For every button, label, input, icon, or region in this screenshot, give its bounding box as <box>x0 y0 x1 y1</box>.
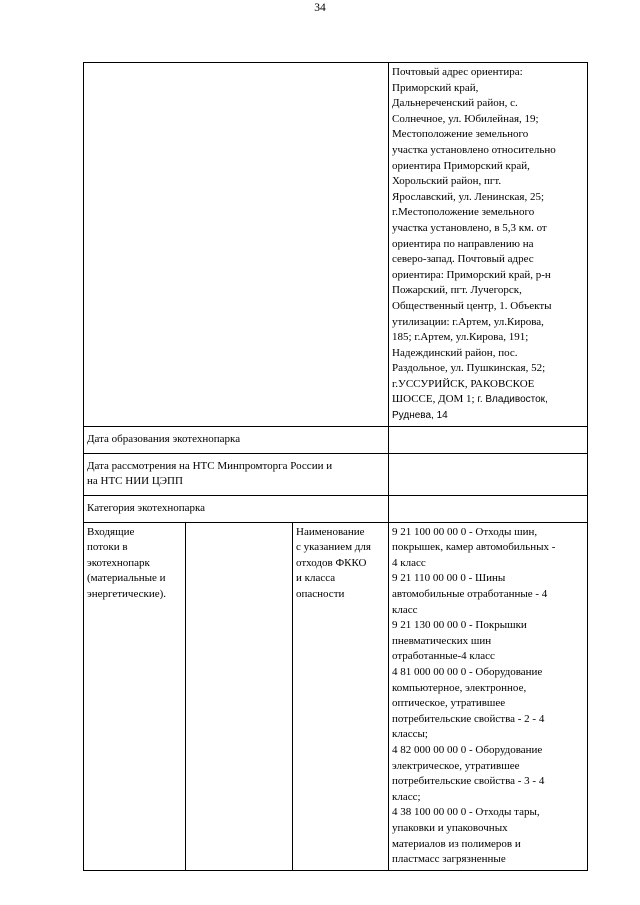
waste-line: автомобильные отработанные - 4 <box>392 588 548 601</box>
address-line: Пожарский, пгт. Лучегорск, <box>392 284 522 297</box>
review-date-line: на НТС НИИ ЦЭПП <box>87 475 183 488</box>
waste-line: класс <box>392 603 418 616</box>
address-line-part: ШОССЕ, ДОМ 1; <box>392 393 475 406</box>
incoming-flows-line: (материальные и <box>87 572 166 585</box>
address-line: ориентира по направлению на <box>392 237 534 250</box>
category-text: Категория экотехнопарка <box>87 501 206 514</box>
fkko-name-line: отходов ФККО <box>296 556 367 569</box>
waste-line: потребительские свойства - 3 - 4 <box>392 775 545 788</box>
ecotechnopark-table <box>83 62 588 871</box>
fkko-name-line: Наименование <box>296 525 365 538</box>
category-value <box>389 495 588 522</box>
address-line: г.УССУРИЙСК, РАКОВСКОЕ <box>392 377 535 390</box>
address-cell <box>389 63 588 427</box>
waste-line: материалов из полимеров и <box>392 837 521 850</box>
waste-line: 4 81 000 00 00 0 - Оборудование <box>392 666 543 678</box>
table-row <box>84 495 588 522</box>
waste-line: потребительские свойства - 2 - 4 <box>392 712 545 725</box>
formation-date-value <box>389 426 588 453</box>
address-line: утилизации: г.Артем, ул.Кирова, <box>392 315 544 328</box>
waste-line: покрышек, камер автомобильных - <box>392 541 556 554</box>
address-line: Солнечное, ул. Юбилейная, 19; <box>392 112 539 125</box>
address-line: ориентира Приморский край, <box>392 159 530 172</box>
formation-date-label <box>84 426 389 453</box>
waste-line: классы; <box>392 728 428 741</box>
address-line: Приморский край, <box>392 81 479 94</box>
table-row <box>84 63 588 427</box>
category-label <box>84 495 389 522</box>
address-line: участка установлено относительно <box>392 143 556 156</box>
table-row <box>84 453 588 495</box>
waste-line: пластмасс загрязненные <box>392 853 506 866</box>
address-line <box>392 392 584 408</box>
page-number: 34 <box>314 2 326 14</box>
incoming-flows-cell <box>84 522 186 870</box>
address-line: северо-запад. Почтовый адрес <box>392 253 534 266</box>
waste-line: электрическое, утратившее <box>392 759 520 772</box>
fkko-name-line: опасности <box>296 588 345 601</box>
incoming-flows-line: Входящие <box>87 525 135 538</box>
waste-line: 4 класс <box>392 556 426 569</box>
address-line: Почтовый адрес ориентира: <box>392 66 523 78</box>
empty-cell <box>84 63 389 427</box>
review-date-label <box>84 453 389 495</box>
address-line: Ярославский, ул. Ленинская, 25; <box>392 190 545 203</box>
waste-line: 9 21 110 00 00 0 - Шины <box>392 572 506 585</box>
fkko-name-line: и класса <box>296 572 336 585</box>
waste-line: упаковки и упаковочных <box>392 821 508 834</box>
table-row <box>84 522 588 870</box>
empty-cell <box>186 522 293 870</box>
waste-line: 4 38 100 00 00 0 - Отходы тары, <box>392 806 540 819</box>
address-line: Дальнереченский район, с. <box>392 97 518 110</box>
address-line: ориентира: Приморский край, р-н <box>392 268 551 281</box>
incoming-flows-line: потоки в <box>87 541 128 554</box>
waste-line: пневматических шин <box>392 634 492 647</box>
waste-line: отработанные-4 класс <box>392 650 495 663</box>
review-date-line: Дата рассмотрения на НТС Минпромторга России и <box>87 459 333 472</box>
address-tail-last: Руднева, 14 <box>392 410 448 422</box>
waste-line: оптическое, утратившее <box>392 697 506 710</box>
address-line: Надеждинский район, пос. <box>392 346 518 359</box>
incoming-flows-line: энергетические). <box>87 588 167 601</box>
fkko-name-cell <box>293 522 389 870</box>
waste-line: 9 21 100 00 00 0 - Отходы шин, <box>392 525 538 538</box>
address-tail: г. Владивосток, <box>474 394 548 406</box>
waste-list-cell <box>389 522 588 870</box>
waste-line: компьютерное, электронное, <box>392 681 527 694</box>
waste-line: класс; <box>392 790 421 803</box>
address-line: Общественный центр, 1. Объекты <box>392 299 552 312</box>
table-row <box>84 426 588 453</box>
address-line: 185; г.Артем, ул.Кирова, 191; <box>392 331 529 344</box>
review-date-value <box>389 453 588 495</box>
address-line: Раздольное, ул. Пушкинская, 52; <box>392 362 546 375</box>
incoming-flows-line: экотехнопарк <box>87 556 150 569</box>
address-line: Хорольский район, пгт. <box>392 175 502 188</box>
address-line: участка установлено, в 5,3 км. от <box>392 221 547 234</box>
address-line: Местоположение земельного <box>392 128 529 141</box>
waste-line: 9 21 130 00 00 0 - Покрышки <box>392 619 527 632</box>
formation-date-text: Дата образования экотехнопарка <box>87 432 241 445</box>
address-line: г.Местоположение земельного <box>392 206 535 219</box>
fkko-name-line: с указанием для <box>296 541 371 554</box>
waste-line: 4 82 000 00 00 0 - Оборудование <box>392 743 543 756</box>
